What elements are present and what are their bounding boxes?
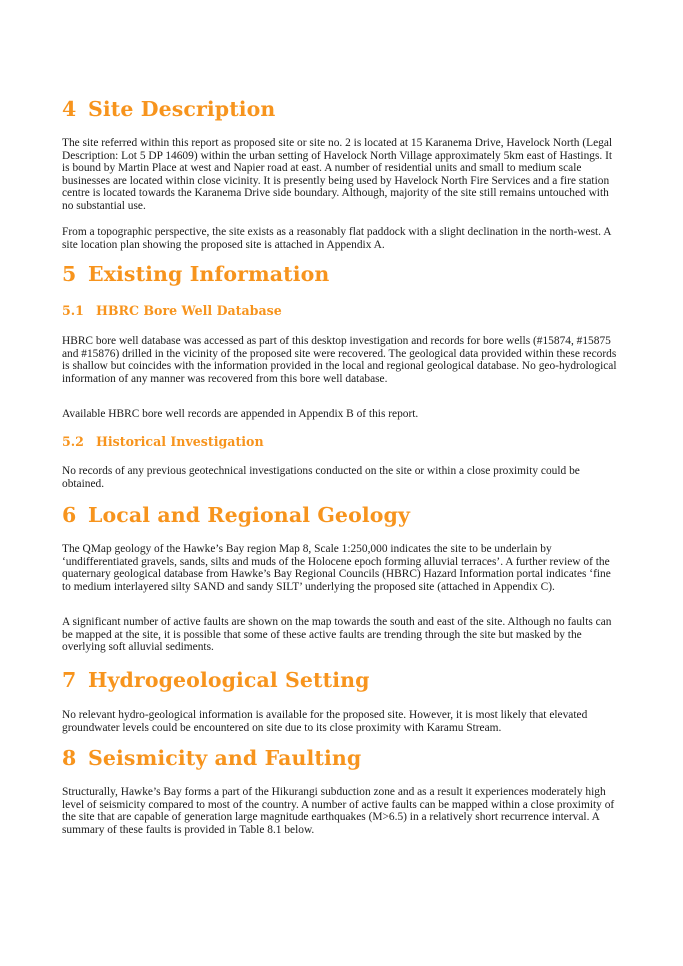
subheading-title: HBRC Bore Well Database — [96, 303, 282, 318]
heading-number: 5 — [62, 262, 77, 286]
heading-number: 6 — [62, 503, 77, 527]
subheading-title: Historical Investigation — [96, 434, 264, 449]
heading-number: 8 — [62, 746, 77, 770]
bore-well-paragraph-2: Available HBRC bore well records are appended in Appendix B of this report. — [62, 408, 419, 420]
subheading-number: 5.2 — [62, 434, 84, 449]
heading-title: Local and Regional Geology — [88, 503, 410, 527]
subheading-hbrc-bore-well-database — [62, 303, 622, 318]
site-description-paragraph-2: From a topographic perspective, the site exists as a reasonably flat paddock with a slight declination in the north-west. A site location plan showing the proposed site is attached in Appendix A. — [62, 226, 611, 251]
heading-title: Seismicity and Faulting — [88, 746, 362, 770]
bore-well-paragraph-1: HBRC bore well database was accessed as part of this desktop investigation and records for bore wells (#15874, #15875 and #15876) drilled in the vicinity of the proposed site were recovered. The geological data provided within these records is shallow but coincides with the information provided in the local and regional geological database. No geo-hydrological information of any manner was recovered from this bore well database. — [62, 335, 617, 385]
heading-title: Existing Information — [88, 262, 330, 286]
subheading-number: 5.1 — [62, 303, 84, 318]
historical-investigation-paragraph: No records of any previous geotechnical investigations conducted on the site or within a close proximity could be obtained. — [62, 465, 580, 490]
heading-title: Hydrogeological Setting — [88, 668, 370, 692]
subheading-historical-investigation — [62, 434, 622, 449]
heading-hydrogeological-setting — [62, 668, 622, 692]
heading-existing-information — [62, 262, 622, 286]
hydrogeology-paragraph: No relevant hydro-geological information is available for the proposed site. However, it is most likely that elevated groundwater levels could be encountered on site due to its close proximity with Karamu Stream. — [62, 709, 588, 734]
heading-title: Site Description — [88, 97, 276, 121]
heading-number: 4 — [62, 97, 77, 121]
geology-paragraph-1: The QMap geology of the Hawke’s Bay region Map 8, Scale 1:250,000 indicates the site to be underlain by ‘undifferentiated gravels, sands, silts and muds of the Holocene epoch forming alluvial terraces’. A further review of the quaternary geological database from Hawke’s Bay Regional Councils (HBRC) Hazard Information portal indicates ‘fine to medium interlayered silty SAND and sandy SILT’ underlying the proposed site (attached in Appendix C). — [62, 543, 611, 593]
heading-site-description — [62, 97, 622, 121]
heading-number: 7 — [62, 668, 77, 692]
seismicity-paragraph: Structurally, Hawke’s Bay forms a part of the Hikurangi subduction zone and as a result it experiences moderately high level of seismicity compared to most of the country. A number of active faults can be mapped within a close proximity of the site that are capable of generation large magnitude earthquakes (M>6.5) in a relatively short recurrence interval. A summary of these faults is provided in Table 8.1 below. — [62, 786, 615, 836]
heading-seismicity-faulting — [62, 746, 622, 770]
site-description-paragraph-1: The site referred within this report as proposed site or site no. 2 is located at 15 Karanema Drive, Havelock North (Legal Description: Lot 5 DP 14609) within the urban setting of Havelock North Village approximately 5km east of Hastings. It is bound by Martin Place at west and Napier road at east. A number of residential units and small to medium scale businesses are located within close vicinity. It is presently being used by Havelock North Fire Services and a fire station centre is located towards the Karanema Drive side boundary. Although, majority of the site still remains untouched with no substantial use. — [62, 137, 613, 212]
geology-paragraph-2: A significant number of active faults are shown on the map towards the south and east of the site. Although no faults can be mapped at the site, it is possible that some of these active faults are trending through the site but masked by the overlying soft alluvial sediments. — [62, 616, 612, 653]
heading-local-regional-geology — [62, 503, 622, 527]
